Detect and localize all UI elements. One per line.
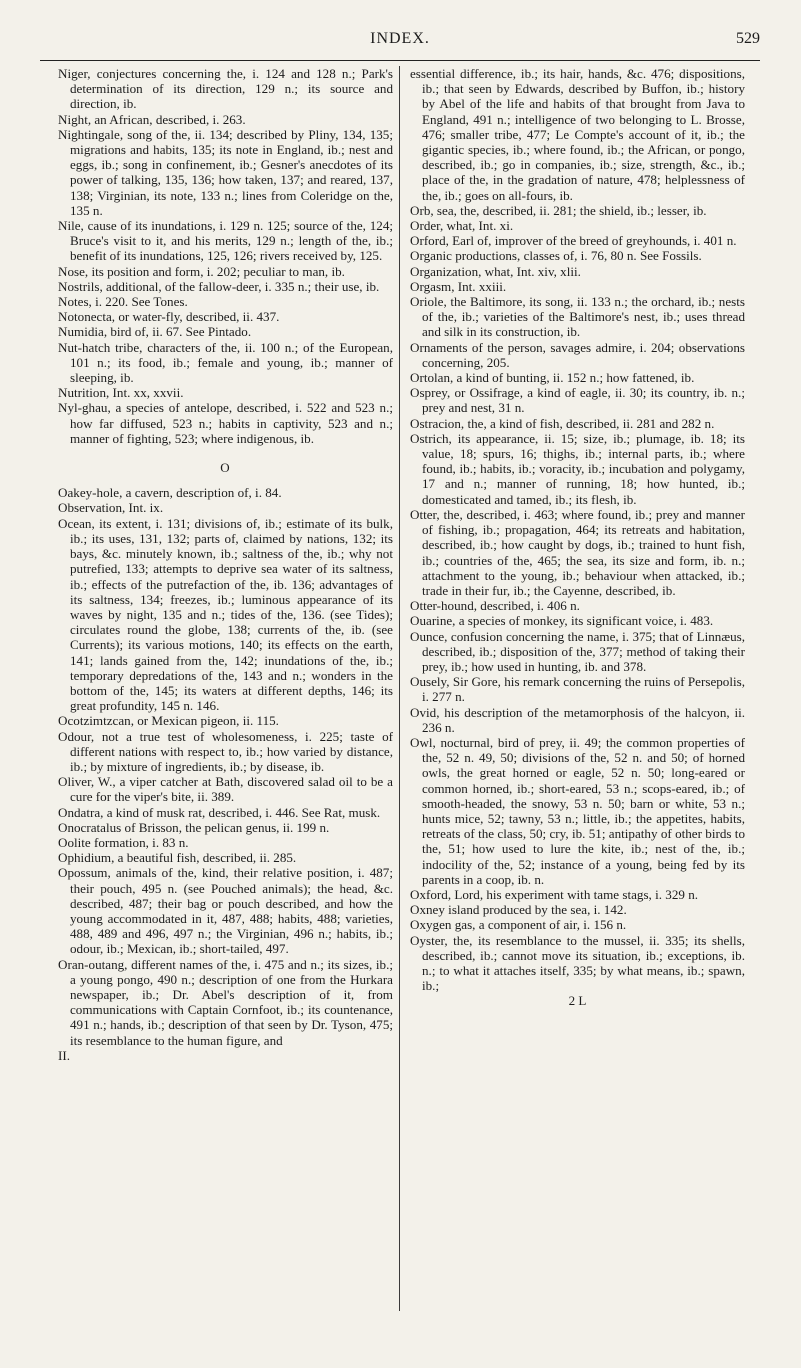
index-entry: Nightingale, song of the, ii. 134; described by Pliny, 134, 135; migrations and habits, 135; its note in England, ib.; nest and eggs, ib.; song in confinement, ib.; Gesner's anecdotes of its power of talking, 135, 136; how taken, 137; and reared, 137, 138; Virginian, its note, 133 n.; lines from Coleridge on the, 135 n. — [58, 126, 393, 218]
index-entry: Oxford, Lord, his experiment with tame stags, i. 329 n. — [410, 886, 699, 902]
index-entry: Nutrition, Int. xx, xxvii. — [58, 385, 184, 401]
index-entry: Order, what, Int. xi. — [410, 218, 514, 234]
entries-n-group — [58, 66, 393, 446]
index-entry: Ouarine, a species of monkey, its significant voice, i. 483. — [410, 613, 714, 629]
index-entry: Ostrich, its appearance, ii. 15; size, ib.; plumage, ib. 18; its value, 18; spurs, 16; thighs, ib.; internal parts, ib.; where found, ib.; habits, ib.; voracity, ib.; incubation and polygamy, 17 and n.; manner of running, 18; how hunted, ib.; domesticated and tamed, ib.; its flesh, ib. — [410, 430, 745, 507]
index-entry: Oran-outang, different names of the, i. 475 and n.; its sizes, ib.; a young pongo, 490 n.; description of one from the Hurkara newspaper, ib.; Dr. Abel's description of it, from communications with Captain Cornfoot, ib.; its countenance, 491 n.; hands, ib.; description of that seen by Dr. Tyson, 475; its resemblance to the human figure, and — [58, 956, 393, 1048]
index-entry: Owl, nocturnal, bird of prey, ii. 49; the common properties of the, 52 n. 49, 50; divisions of the, 52 n. and 50; of horned owls, the great horned or eagle, 52 n. 50; long-eared or common horned, ib.; short-eared, 53 n.; scops-eared, ib.; of smooth-headed, the snowy, 53 n. 50; barn or white, 53 n.; hunts mice, 52; tawny, 53 n.; little, ib.; the appetites, habits, retreats of the class, 50; cry, ib. 51; antipathy of other birds to the, 51; how used to lure the kite, ib.; nest of the, ib.; indocility of the, 52; instance of a young, being fed by its parents in a coop, ib. n. — [410, 734, 745, 887]
index-entry: Odour, not a true test of wholesomeness, i. 225; taste of different nations with respect to, ib.; how varied by distance, ib.; by mixture of ingredients, ib.; by disease, ib. — [58, 728, 393, 774]
entries-o-group — [58, 485, 393, 1048]
page-header — [40, 20, 760, 61]
index-entry: Ostracion, the, a kind of fish, described, ii. 281 and 282 n. — [410, 415, 715, 431]
index-entry: Ovid, his description of the metamorphosis of the halcyon, ii. 236 n. — [410, 704, 745, 735]
right-column — [410, 66, 745, 1009]
index-entry: Night, an African, described, i. 263. — [58, 111, 246, 127]
index-entry: essential difference, ib.; its hair, hands, &c. 476; dispositions, ib.; that seen by Edwards, described by Buffon, ib.; history by Abel of the life and habits of that brought from Java to England, 491 n.; intelligence of two belonging to L. Brosse, 476; smaller tribe, 477; Le Compte's account of it, ib.; the gigantic species, ib.; where found, ib.; the African, or pongo, described, ib.; go in companies, ib.; size, strength, &c., ib.; place of the, in the gradation of nature, 478; helplessness of the, ib.; goes on all-fours, ib. — [410, 66, 745, 203]
index-entry: Oxygen gas, a component of air, i. 156 n. — [410, 917, 627, 933]
index-entry: Orford, Earl of, improver of the breed of greyhounds, i. 401 n. — [410, 233, 737, 249]
index-entry: Nostrils, additional, of the fallow-deer, i. 335 n.; their use, ib. — [58, 278, 380, 294]
index-entry: Ounce, confusion concerning the name, i. 375; that of Linnæus, described, ib.; disposition of the, 377; method of taking their prey, ib.; how used in hunting, ib. and 378. — [410, 628, 745, 674]
signature-mark: 2 L — [568, 993, 587, 1009]
section-letter: O — [220, 460, 231, 476]
index-entry: Oriole, the Baltimore, its song, ii. 133 n.; the orchard, ib.; nests of the, ib.; varieties of the Baltimore's nest, ib.; uses thread and silk in its construction, ib. — [410, 294, 745, 340]
index-entry: Nile, cause of its inundations, i. 129 n. 125; source of the, 124; Bruce's visit to it, and his merits, 129 n.; length of the, ib.; benefit of its inundations, 125, 126; rivers received by, 125. — [58, 218, 393, 264]
page-number: 529 — [736, 30, 760, 47]
index-entry: Ocean, its extent, i. 131; divisions of, ib.; estimate of its bulk, ib.; its uses, 131, 132; parts of, claimed by nations, 132; its bays, &c. minutely known, ib.; saltness of the, ib.; why not putrefied, 133; attempts to deprive sea water of its saltness, ib.; effects of the putrefaction of the, ib. 136; advantages of its saltness, 134; freezes, ib.; luminous appearance of its waves by night, 135 and n.; tides of the, 136. (see Tides); circulates round the globe, 138; currents of the, ib. (see Currents); its various motions, 140; its effects on the earth, 141; lands gained from the, 142; inundations of the, ib.; temporary depredations of the, 143 and n.; wonders in the bottom of the, 145; its waters at different depths, 146; its great profundity, 145 n. 146. — [58, 515, 393, 714]
index-entry: Nyl-ghau, a species of antelope, described, i. 522 and 523 n.; how far diffused, 523 n.; habits in captivity, 523 and n.; manner of fighting, 523; where indigenous, ib. — [58, 400, 393, 446]
index-entry: Organic productions, classes of, i. 76, 80 n. See Fossils. — [410, 248, 702, 264]
index-entry: Orgasm, Int. xxiii. — [410, 278, 507, 294]
index-entry: Numidia, bird of, ii. 67. See Pintado. — [58, 324, 252, 340]
index-entry: Nut-hatch tribe, characters of the, ii. 100 n.; of the European, 101 n.; its food, ib.; female and young, ib.; manner of sleeping, ib. — [58, 339, 393, 386]
index-entry: Ocotzimtzcan, or Mexican pigeon, ii. 115. — [58, 713, 279, 729]
index-entry: Oakey-hole, a cavern, description of, i. 84. — [58, 485, 282, 501]
volume-marker: II. — [58, 1047, 70, 1063]
page-title: INDEX. — [370, 30, 430, 47]
index-entry: Observation, Int. ix. — [58, 500, 164, 516]
index-entry: Ousely, Sir Gore, his remark concerning the ruins of Persepolis, i. 277 n. — [410, 674, 745, 705]
index-entry: Opossum, animals of the, kind, their relative position, i. 487; their pouch, 495 n. (see Pouched animals); the head, &c. described, 487; their bag or pouch described, and how the young accommodated in it, 487, 488; habits, 488; varieties, 488, 489 and 496, 497 n.; the Virginian, 496 n.; habits, ib.; odour, ib.; Mexican, ib.; short-tailed, 497. — [58, 865, 393, 957]
index-entry: Organization, what, Int. xiv, xlii. — [410, 263, 581, 279]
index-entry: Onocratalus of Brisson, the pelican genus, ii. 199 n. — [58, 819, 330, 835]
index-entry: Oxney island produced by the sea, i. 142. — [410, 902, 627, 918]
index-entry: Orb, sea, the, described, ii. 281; the shield, ib.; lesser, ib. — [410, 202, 707, 218]
index-entry: Nose, its position and form, i. 202; peculiar to man, ib. — [58, 263, 345, 279]
index-entry: Otter, the, described, i. 463; where found, ib.; prey and manner of fishing, ib.; propagation, 464; its retreats and habitation, described, ib.; how caught by dogs, ib.; trained to hunt fish, ib.; countries of the, 465; the sea, its size and form, ib. n.; attachment to the young, ib.; behaviour when attacked, ib.; trade in their fur, ib.; the Cayenne, described, ib. — [410, 506, 745, 598]
index-entry: Notonecta, or water-fly, described, ii. 437. — [58, 309, 280, 325]
index-entry: Ophidium, a beautiful fish, described, ii. 285. — [58, 850, 297, 866]
index-entry: Osprey, or Ossifrage, a kind of eagle, ii. 30; its country, ib. n.; prey and nest, 31 n. — [410, 385, 745, 416]
index-entry: Ortolan, a kind of bunting, ii. 152 n.; how fattened, ib. — [410, 370, 695, 386]
index-entry: Ornaments of the person, savages admire, i. 204; observations concerning, 205. — [410, 339, 745, 370]
index-entry: Oliver, W., a viper catcher at Bath, discovered salad oil to be a cure for the viper's bite, ii. 389. — [58, 774, 393, 805]
left-column — [58, 66, 393, 1063]
index-entry: Otter-hound, described, i. 406 n. — [410, 598, 580, 614]
index-entry: Notes, i. 220. See Tones. — [58, 294, 188, 310]
column-divider — [399, 66, 400, 1311]
index-entry: Oolite formation, i. 83 n. — [58, 834, 189, 850]
index-entry: Oyster, the, its resemblance to the mussel, ii. 335; its shells, described, ib.; cannot move its situation, ib.; exceptions, ib. n.; to what it attaches itself, 335; by what means, ib.; spawn, ib.; — [410, 932, 745, 994]
index-entry: Ondatra, a kind of musk rat, described, i. 446. See Rat, musk. — [58, 804, 381, 820]
index-entry: Niger, conjectures concerning the, i. 124 and 128 n.; Park's determination of its direction, 129 n.; its source and direction, ib. — [58, 66, 393, 112]
